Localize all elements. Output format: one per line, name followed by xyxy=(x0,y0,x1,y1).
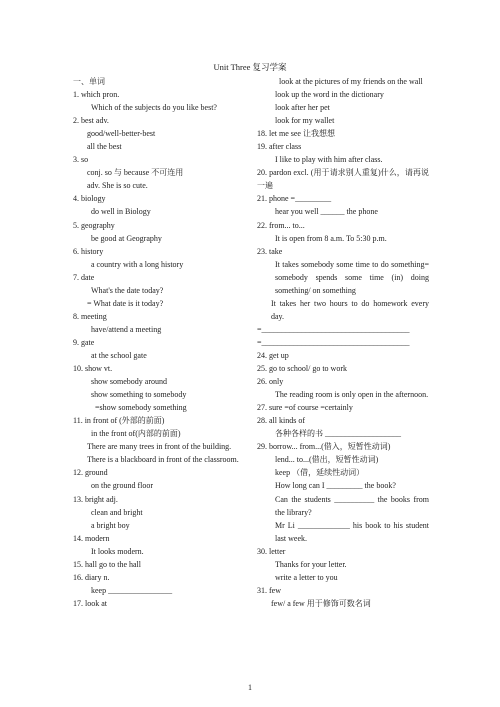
text-line: 31. few xyxy=(257,585,281,595)
text-line: 30. letter xyxy=(257,546,286,556)
text-line: 27. sure =of course =certainly xyxy=(257,403,353,413)
text-line: 5. geography xyxy=(73,220,115,230)
text-line: at the school gate xyxy=(91,350,147,360)
text-line: 10. show vt. xyxy=(73,364,113,374)
text-line: a country with a long history xyxy=(91,259,184,269)
text-line: keep ________________ xyxy=(91,585,173,595)
text-line: There is a blackboard in front of the classroom. xyxy=(87,455,239,465)
text-line: 7. date xyxy=(73,272,95,282)
text-line: look for my wallet xyxy=(275,116,335,126)
text-line: 8. meeting xyxy=(73,311,107,321)
text-line: 22. from... to... xyxy=(257,220,305,230)
text-line: 3. so xyxy=(73,155,89,165)
page-title: Unit Three 复习学案 xyxy=(213,62,287,72)
text-line: How long can I _________ the book? xyxy=(275,481,396,491)
text-line: I like to play with him after class. xyxy=(275,155,383,165)
text-line: 4. biology xyxy=(73,194,106,204)
text-line: =_____________________________________ xyxy=(257,337,410,347)
text-line: 18. let me see 让我想想 xyxy=(257,129,335,139)
text-line: 15. hall go to the hall xyxy=(73,559,141,569)
text-line: look up the word in the dictionary xyxy=(275,90,384,100)
text-line: 2. best adv. xyxy=(73,116,109,126)
text-line: good/well-better-best xyxy=(87,129,156,139)
text-line: 12. ground xyxy=(73,468,108,478)
text-line: 14. modern xyxy=(73,533,110,543)
text-line: 24. get up xyxy=(257,350,289,360)
text-line: Thanks for your letter. xyxy=(275,559,347,569)
text-line: adv. She is so cute. xyxy=(87,181,148,191)
text-line: write a letter to you xyxy=(275,572,338,582)
text-line: 13. bright adj. xyxy=(73,494,118,504)
text-line: =_____________________________________ xyxy=(257,324,410,334)
text-line: = What date is it today? xyxy=(87,298,164,308)
text-line: It takes her two hours to do homework every day. xyxy=(271,298,429,321)
text-line: conj. so 与 because 不可连用 xyxy=(87,168,184,178)
text-line: It is open from 8 a.m. To 5:30 p.m. xyxy=(275,233,387,243)
text-line: a bright boy xyxy=(91,520,130,530)
text-line: on the ground floor xyxy=(91,481,153,491)
text-line: 29. borrow... from...(借入，短暂性动词) xyxy=(257,442,391,452)
text-line: 25. go to school/ go to work xyxy=(257,364,347,374)
right-column xyxy=(257,75,429,610)
text-line: 28. all kinds of xyxy=(257,416,305,426)
text-line: What's the date today? xyxy=(91,285,164,295)
text-line: 26. only xyxy=(257,377,284,387)
text-line: 16. diary n. xyxy=(73,572,110,582)
text-line: Mr Li _____________ his book to his student last week. xyxy=(275,520,429,543)
text-line: look at the pictures of my friends on the wall xyxy=(279,77,423,86)
text-line: The reading room is only open in the afternoon. xyxy=(275,390,429,400)
text-line: clean and bright xyxy=(91,507,143,517)
text-line: 1. which pron. xyxy=(73,90,120,100)
text-line: do well in Biology xyxy=(91,207,151,217)
text-line: 19. after class xyxy=(257,142,302,152)
page-number: 1 xyxy=(248,683,252,692)
text-line: in the front of(内部的前面) xyxy=(91,429,181,439)
text-line: show something to somebody xyxy=(91,390,187,400)
text-line: =show somebody something xyxy=(95,403,187,413)
text-line: It looks modern. xyxy=(91,546,144,556)
text-line: all the best xyxy=(87,142,122,152)
text-line: keep （借，延续性动词） xyxy=(275,468,365,478)
text-line: 6. history xyxy=(73,246,104,256)
text-line: lend... to...(借出，短暂性动词) xyxy=(275,455,379,465)
text-line: few/ a few 用于修饰可数名词 xyxy=(271,598,371,608)
text-line: 20. pardon excl. (用于请求别人重复)什么，请再说一遍 xyxy=(257,168,429,191)
text-line: look after her pet xyxy=(275,103,330,113)
text-line: 各种各样的书 ___________________ xyxy=(275,429,401,439)
text-line: show somebody around xyxy=(91,377,167,387)
text-line: It takes somebody some time to do something= somebody spends some time (in) doing something/ on something xyxy=(275,259,429,295)
text-line: hear you well ______ the phone xyxy=(275,207,378,217)
text-line: be good at Geography xyxy=(91,233,162,243)
text-line: 17. look at xyxy=(73,598,107,608)
text-line: 11. in front of (外部的前面) xyxy=(73,416,165,426)
left-column xyxy=(73,75,253,610)
text-line: have/attend a meeting xyxy=(91,324,162,334)
text-line: 23. take xyxy=(257,246,283,256)
text-line: 9. gate xyxy=(73,337,95,347)
text-line: 一、单词 xyxy=(73,77,105,86)
text-line: Can the students __________ the books from the library? xyxy=(275,494,429,517)
text-line: 21. phone =_________ xyxy=(257,194,332,204)
text-line: There are many trees in front of the building. xyxy=(87,442,232,452)
text-line: Which of the subjects do you like best? xyxy=(91,103,217,113)
